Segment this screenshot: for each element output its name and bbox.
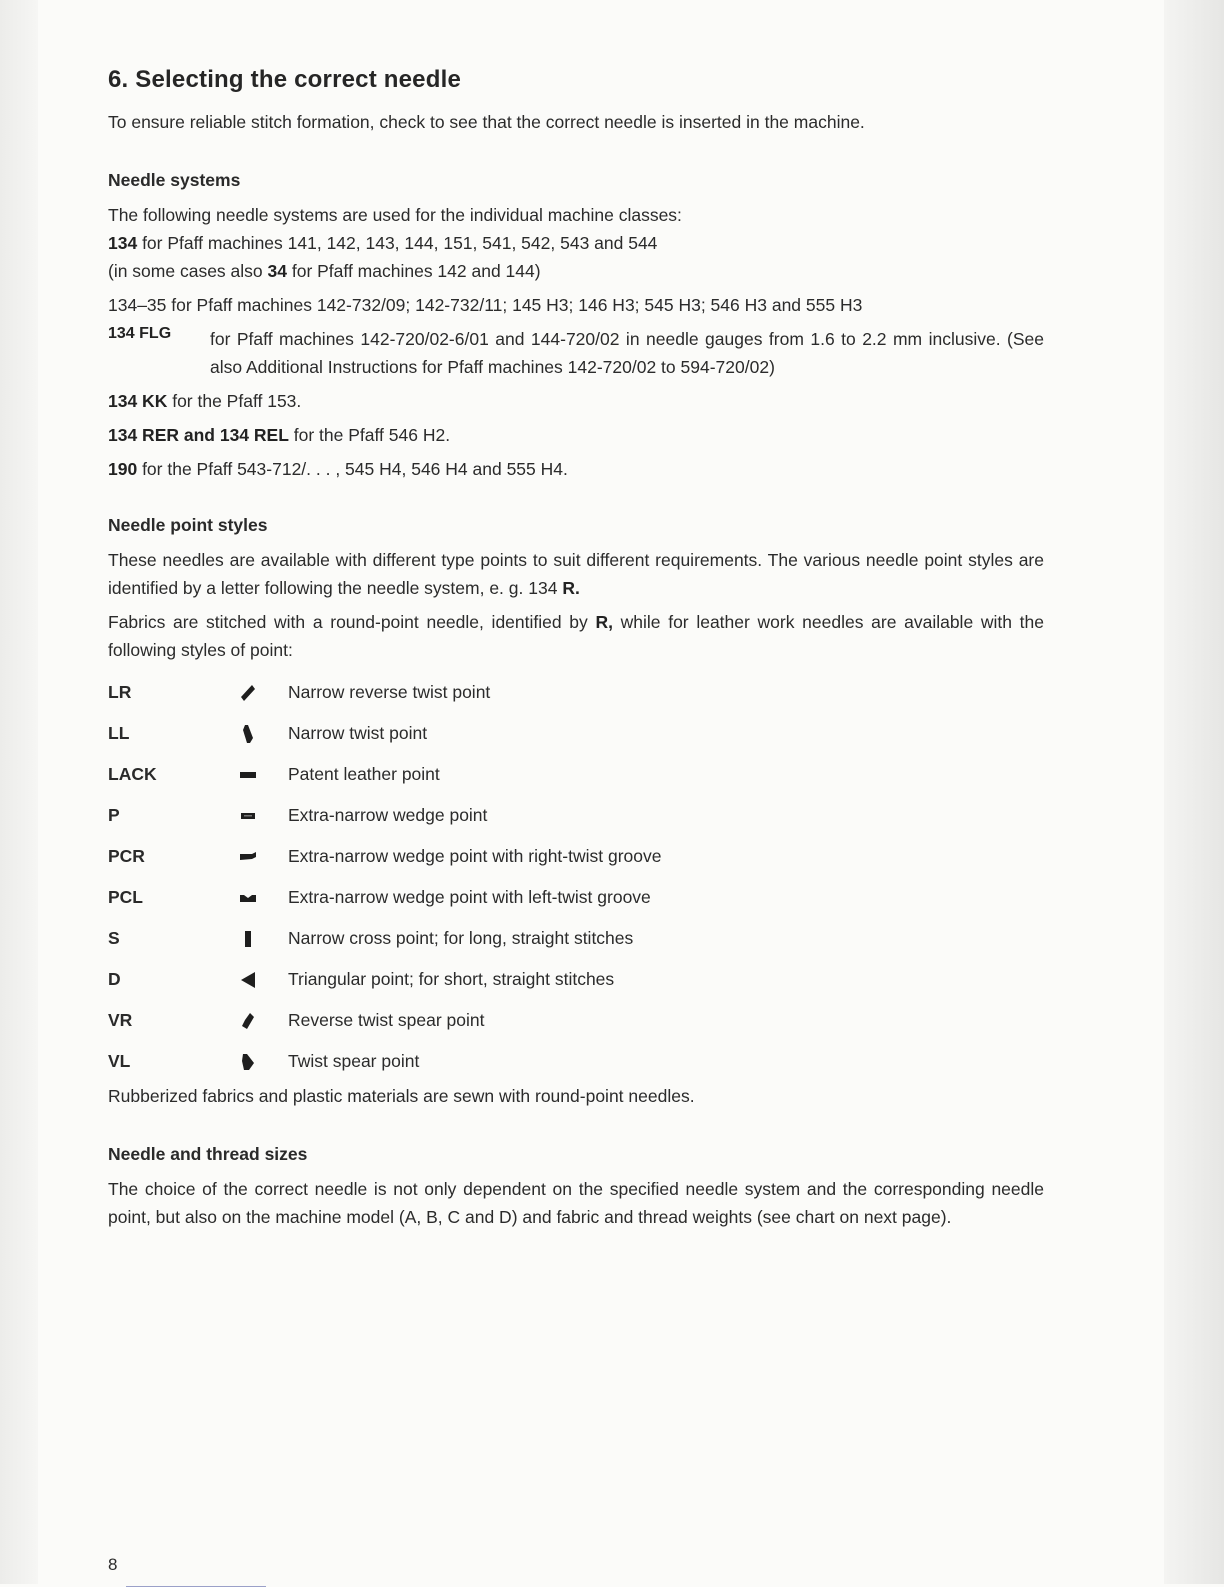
list-item: PCL Extra-narrow wedge point with left-twist groove: [108, 887, 651, 907]
scan-edge-right: [1164, 0, 1224, 1584]
system-134-flg: 134 FLG for Pfaff machines 142-720/02-6/01 and 144-720/02 in needle gauges from 1.6 to 2.2 mm inclusive. (See also Additional Instructions for Pfaff machines 142-720/02 to 594-720/02): [108, 325, 1044, 377]
point-styles-list: [108, 672, 1044, 1082]
list-item: P Extra-narrow wedge point: [108, 805, 488, 825]
needle-thread-sizes-section: [108, 1144, 1044, 1231]
points-paragraph-2: Fabrics are stitched with a round-point needle, identified by R, while for leather work needles are available with the following styles of point:: [108, 612, 1044, 660]
extra-narrow-wedge-icon: [216, 811, 280, 821]
system-134: 134 for Pfaff machines 141, 142, 143, 144, 151, 541, 542, 543 and 544: [108, 233, 658, 253]
wedge-right-groove-icon: [216, 851, 280, 863]
systems-intro: The following needle systems are used for the individual machine classes:: [108, 205, 682, 225]
list-item: VL Twist spear point: [108, 1051, 420, 1071]
wedge-left-groove-icon: [216, 892, 280, 904]
system-190: 190 for the Pfaff 543-712/. . . , 545 H4, 546 H4 and 555 H4.: [108, 459, 568, 479]
list-item: S Narrow cross point; for long, straight stitches: [108, 928, 634, 948]
system-34-note: (in some cases also 34 for Pfaff machines 142 and 144): [108, 261, 541, 281]
list-item: VR Reverse twist spear point: [108, 1010, 485, 1030]
list-item: LR Narrow reverse twist point: [108, 682, 491, 702]
list-item: LL Narrow twist point: [108, 723, 428, 743]
system-134-35: 134–35 for Pfaff machines 142-732/09; 142-732/11; 145 H3; 146 H3; 545 H3; 546 H3 and 555 H3: [108, 295, 863, 315]
scan-edge-left: [0, 0, 38, 1584]
triangular-icon: [216, 971, 280, 989]
narrow-reverse-twist-icon: [216, 684, 280, 702]
page-number: 8: [108, 1555, 118, 1574]
needle-point-styles-section: [108, 515, 1044, 1110]
list-item: D Triangular point; for short, straight stitches: [108, 969, 615, 989]
narrow-twist-icon: [216, 724, 280, 744]
list-item: LACK Patent leather point: [108, 764, 440, 784]
patent-leather-icon: [216, 770, 280, 780]
manual-page: [108, 66, 1044, 1231]
points-paragraph-1: These needles are available with different type points to suit different requirements. The various needle point styles are identified by a letter following the needle system, e. g. 134 R.: [108, 550, 1044, 598]
points-closing: Rubberized fabrics and plastic materials are sewn with round-point needles.: [108, 1086, 695, 1106]
page-title: 6. Selecting the correct needle: [108, 66, 461, 93]
twist-spear-icon: [216, 1053, 280, 1071]
needle-point-styles-heading: Needle point styles: [108, 515, 268, 535]
narrow-cross-icon: [216, 930, 280, 948]
sizes-paragraph: The choice of the correct needle is not only dependent on the specified needle system and the corresponding needle point, but also on the machine model (A, B, C and D) and fabric and thread weights (see chart on next page).: [108, 1179, 1044, 1227]
needle-systems-heading: Needle systems: [108, 170, 241, 190]
list-item: PCR Extra-narrow wedge point with right-twist groove: [108, 846, 662, 866]
reverse-twist-spear-icon: [216, 1012, 280, 1030]
needle-thread-sizes-heading: Needle and thread sizes: [108, 1144, 308, 1164]
needle-systems-section: [108, 170, 1044, 483]
system-134-kk: 134 KK for the Pfaff 153.: [108, 391, 302, 411]
system-134-rer-rel: 134 RER and 134 REL for the Pfaff 546 H2.: [108, 425, 451, 445]
intro-paragraph: To ensure reliable stitch formation, check to see that the correct needle is inserted in the machine.: [108, 112, 865, 132]
